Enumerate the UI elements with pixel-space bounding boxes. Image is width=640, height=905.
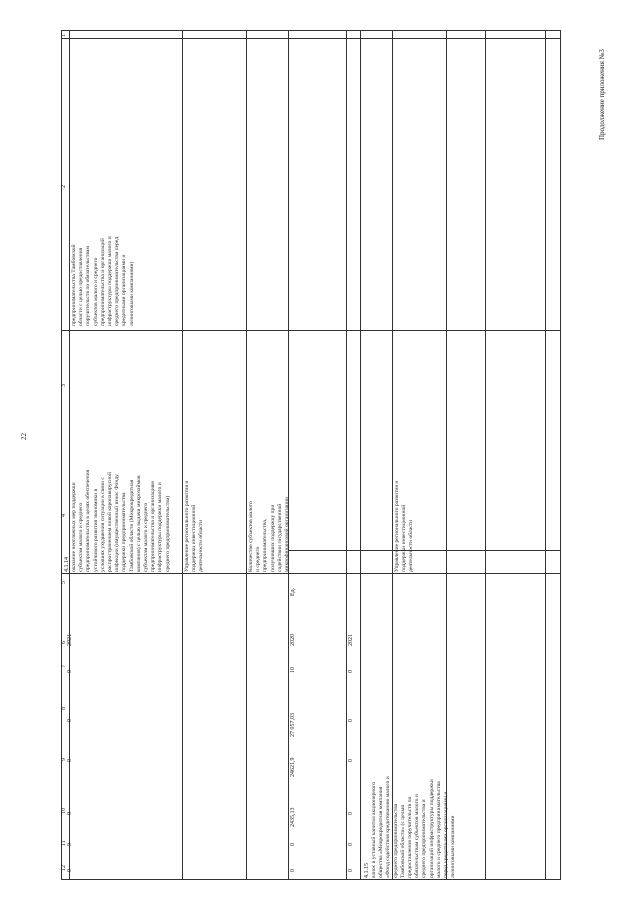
- row-0-year: 2021: [67, 634, 73, 646]
- row-0-description: предпринимательства Тамбовской области с целью предоставления поручительств по обязательствам субъектов малого и среднего предпринимательства и организаций инфраструктуры поддержки малого и среднего предпринимательства перед кредитными организациями и лизинговыми компаниями): [71, 236, 135, 326]
- table-border-bottom: [61, 879, 561, 880]
- col-header-12: 12: [61, 865, 67, 871]
- page-number: 22: [20, 433, 28, 440]
- col-header-3: 3: [61, 384, 67, 387]
- col-header-8: 8: [61, 707, 67, 710]
- row-4-1-14-indicator: Количество субъектов малого и среднего предпринимательства, получивших поддержку при содействии государственной микрофинансовой организации: [248, 496, 291, 572]
- row-4-1-14-org: Управление регионального развития и поддержки инвестиционной деятельности области: [184, 480, 205, 572]
- col-header-2: 2: [61, 185, 67, 188]
- col-divider-9: [485, 30, 486, 880]
- row-4-1-14-2021-c7: 0: [348, 670, 354, 673]
- row-4-1-14-2021-c12: 0: [348, 869, 354, 872]
- year-divider-4-1-14: [288, 550, 561, 551]
- col-divider-4: [288, 30, 289, 880]
- col-header-5: 5: [61, 581, 67, 584]
- data-table: [61, 30, 561, 880]
- row-0-c8: 0: [67, 719, 73, 722]
- col-divider-5: [346, 30, 347, 880]
- col-divider-2: [182, 30, 183, 880]
- table-border-left: [61, 30, 62, 880]
- row-divider-1: [61, 330, 561, 331]
- row-0-c9: 0: [67, 759, 73, 762]
- row-0-c12: 0: [67, 869, 73, 872]
- header-row-divider: [61, 38, 561, 39]
- col-divider-10: [545, 30, 546, 880]
- row-4-1-15-org: Управление регионального развития и поддержки инвестиционной деятельности области: [394, 480, 415, 572]
- col-divider-8: [446, 30, 447, 880]
- row-4-1-14-2020-c10: 2435,13: [290, 807, 296, 827]
- col-divider-6: [360, 30, 361, 880]
- col-header-6: 6: [61, 641, 67, 644]
- row-4-1-14-unit: Ед.: [290, 587, 296, 596]
- row-4-1-14-2021-c11: 0: [348, 843, 354, 846]
- row-4-1-14-2020-c9: 24621,9: [290, 757, 296, 777]
- row-4-1-14-2021-c9: 0: [348, 759, 354, 762]
- table-border-right: [560, 30, 561, 880]
- row-4-1-14-year-2021: 2021: [348, 634, 354, 646]
- col-header-4: 4: [61, 514, 67, 517]
- row-4-1-15-description: взнос в уставный капитал акционерного общества «Микрокредитная компания «Фонд содействия кредитованию малого и среднего предпринимательства Тамбовской области» (с целью предоставления поручительств по обязательствам субъектов малого и среднего предпринимательства и организаций инфраструктуры поддержки малого и среднего предпринимательства перед кредитными организациями и лизинговыми компаниями: [371, 776, 457, 878]
- col-header-7: 7: [61, 665, 67, 668]
- col-header-10: 10: [61, 808, 67, 814]
- row-4-1-14-2021-c10: 0: [348, 812, 354, 815]
- col-divider-7: [392, 30, 393, 880]
- col-header-9: 9: [61, 758, 67, 761]
- row-4-1-14-2020-c12: 0: [290, 869, 296, 872]
- row-4-1-14-2020-c11: 0: [290, 843, 296, 846]
- row-4-1-14-id: 4.1.14: [64, 557, 70, 572]
- row-4-1-14-description: оказание неотложных мер поддержки субъектам малого и среднего предпринимательства в целях обеспечения устойчивого развития экономики в условиях ухудшения ситуации в связи с распространением новой коронавирусной инфекции (имущественный взнос Фонду поддержки предпринимательства Тамбовской области (Микрокредитная компания) с целью выдачи микрозаймов субъектам малого и среднего предпринимательства и организациям инфраструктуры поддержки малого и среднего предпринимательства): [71, 469, 171, 572]
- row-4-1-14-year-2020: 2020: [290, 634, 296, 646]
- col-header-11: 11: [61, 840, 67, 846]
- row-4-1-14-2020-c8: 27 057,03: [290, 713, 296, 737]
- table-border-top: [61, 30, 561, 31]
- col-divider-3: [246, 30, 247, 880]
- row-0-c10: 0: [67, 812, 73, 815]
- header-note: Продолжение приложения №3: [598, 49, 606, 140]
- col-divider-1: [69, 30, 70, 880]
- col-header-1: 1: [61, 34, 67, 37]
- row-4-1-14-2020-c7: 10: [290, 667, 296, 673]
- row-divider-2: [61, 573, 561, 574]
- row-4-1-15-id: 4.1.15: [364, 863, 370, 878]
- row-0-c11: 0: [67, 843, 73, 846]
- row-0-c7: 0: [67, 670, 73, 673]
- row-4-1-14-2021-c8: 0: [348, 719, 354, 722]
